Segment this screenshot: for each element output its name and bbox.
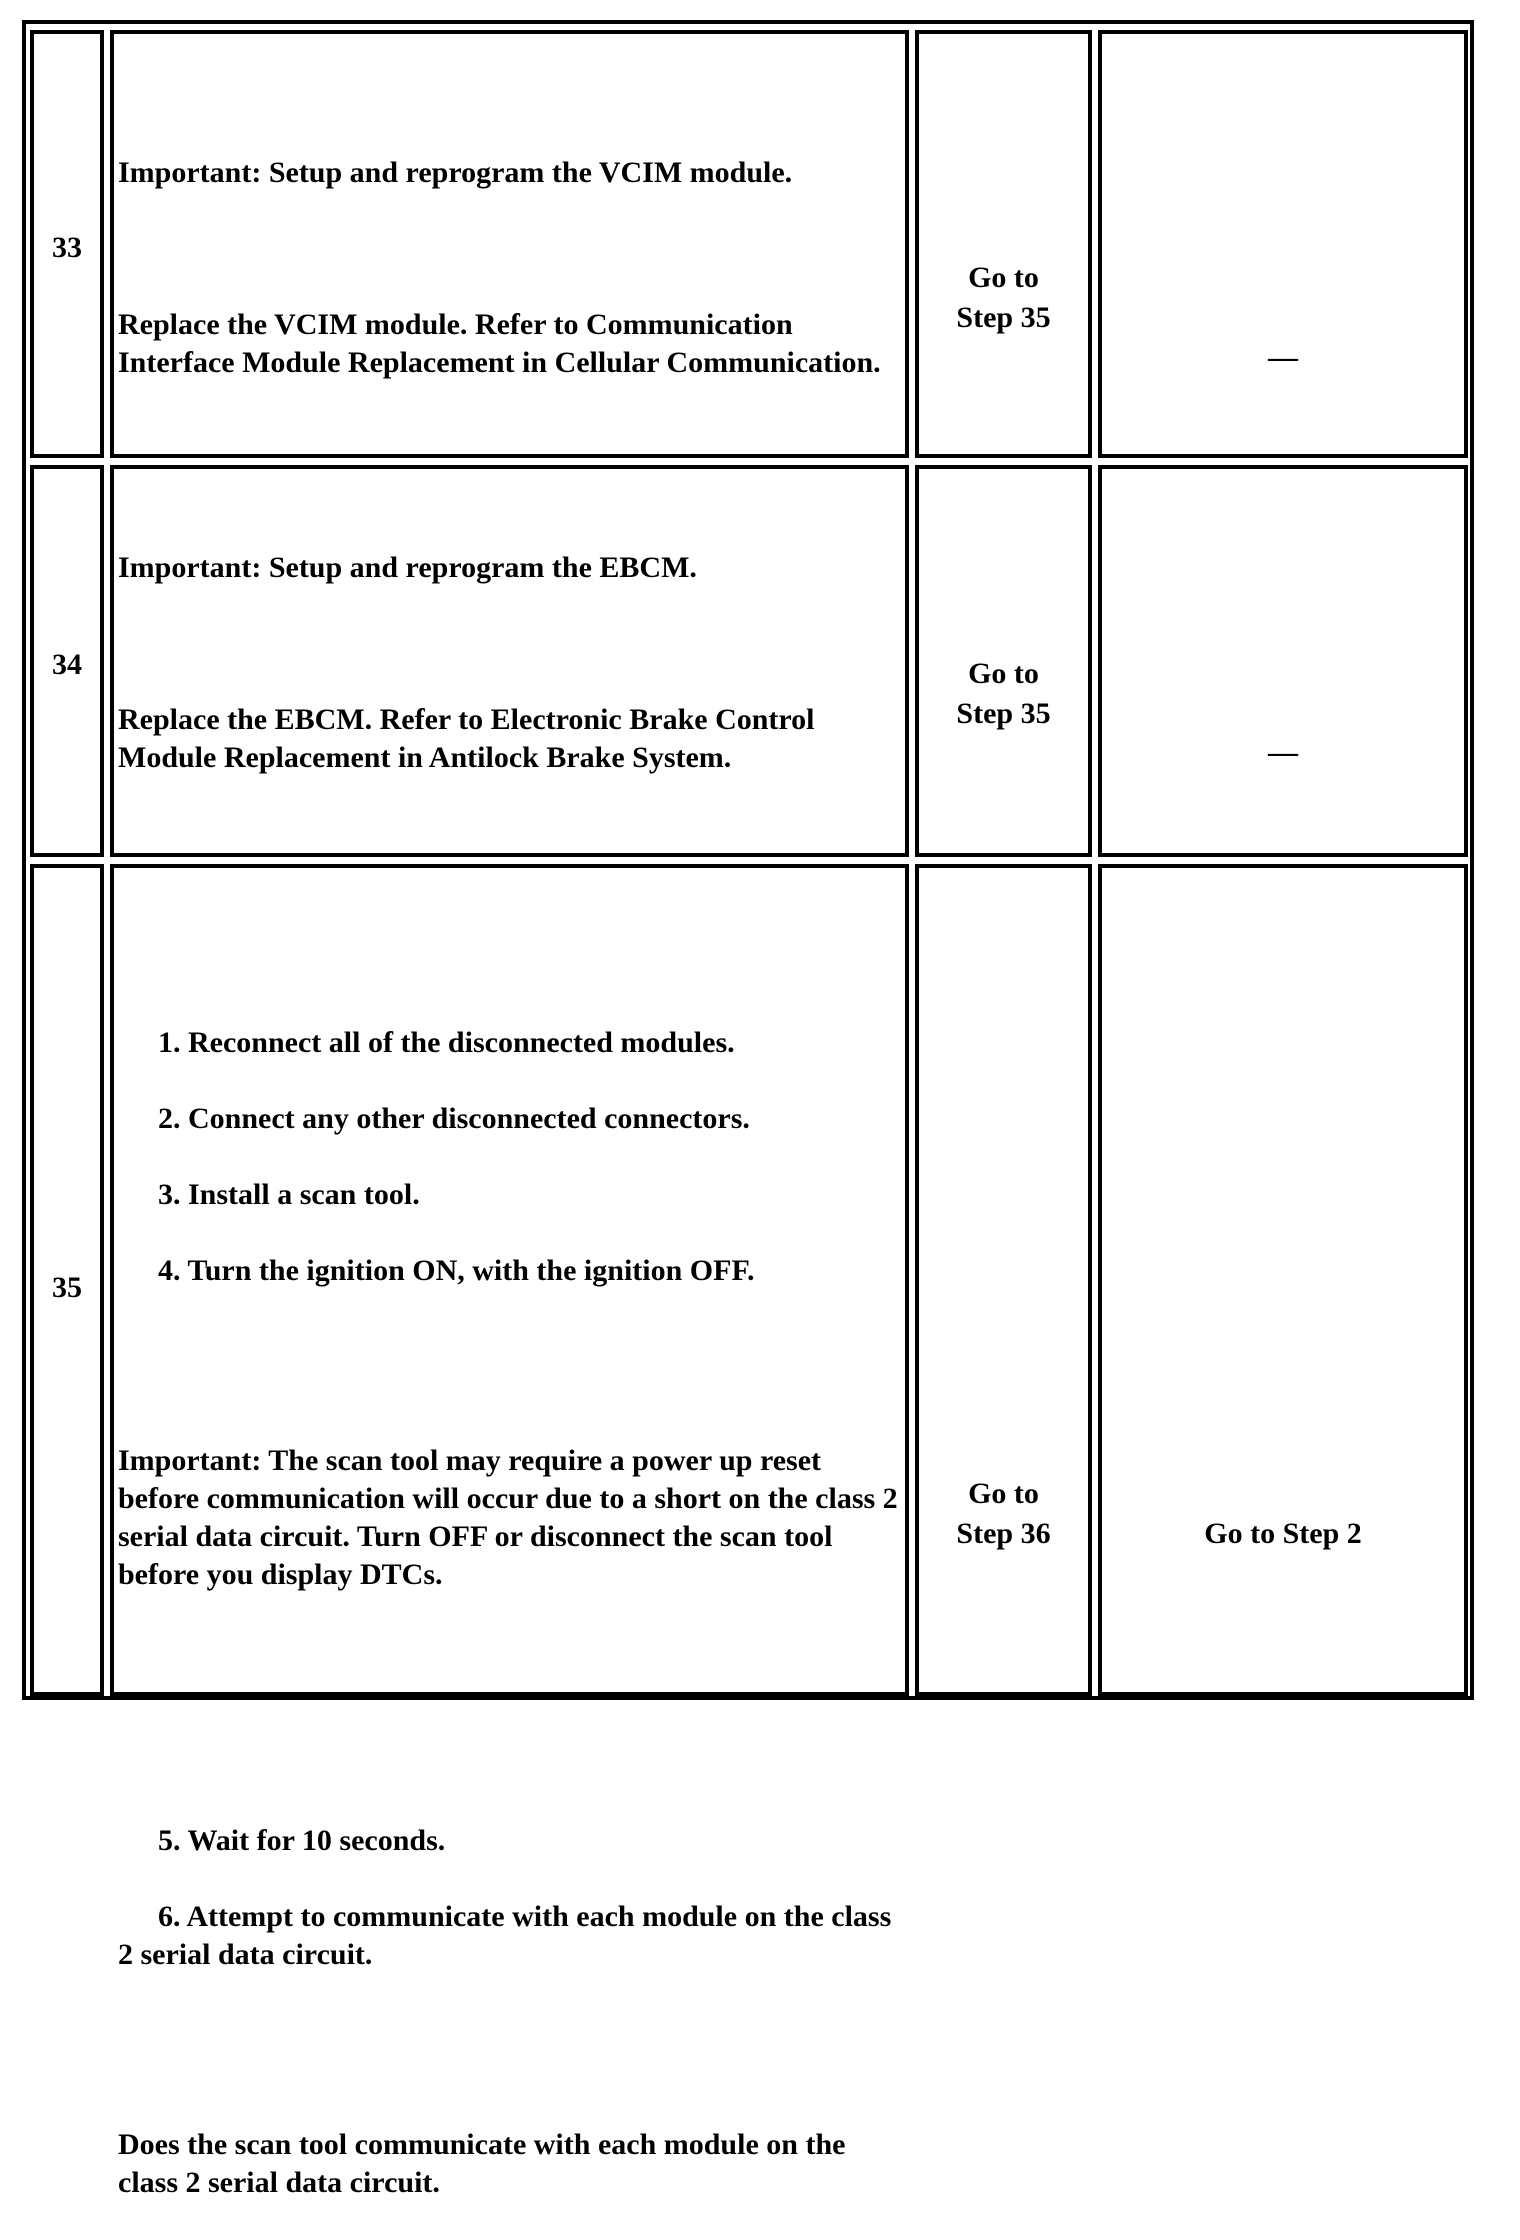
question-text: Does the scan tool communicate with each module on the class 2 serial data circuit. [118,2128,846,2199]
action-cell-35 [110,864,909,2199]
action-cell-34 [110,465,909,857]
no-cell-35 [1098,864,1468,1696]
list-item: 6. Attempt to communicate with each module on the class 2 serial data circuit. [118,1900,892,1971]
list-item: 5. Wait for 10 seconds. [158,1824,446,1857]
action-cell-33 [110,30,909,458]
yes-cell-33 [915,30,1092,458]
no-result: Go to Step 2 [1204,1517,1362,1550]
yes-cell-35 [915,864,1092,1696]
step-cell-34 [30,465,104,857]
no-result: — [1268,736,1298,769]
important-note: Important: The scan tool may require a power up reset before communication will occur due to a short on the class 2 serial data circuit. Turn OFF or disconnect the scan tool before you display DTCs. [118,1444,898,1591]
step-cell-33 [30,30,104,458]
yes-cell-34 [915,465,1092,857]
step-cell-35 [30,864,104,1696]
instruction-list [118,986,905,1328]
step-number: 33 [52,231,82,264]
no-cell-34 [1098,465,1468,857]
instruction-list [118,1784,905,2012]
list-item: 4. Turn the ignition ON, with the ignition OFF. [158,1254,755,1287]
step-number: 34 [52,648,82,681]
list-item: 2. Connect any other disconnected connectors. [158,1102,750,1135]
yes-result: Go to Step 35 [956,657,1051,730]
yes-result: Go to Step 36 [956,1477,1051,1550]
important-note: Important: Setup and reprogram the EBCM. [118,551,697,584]
step-number: 35 [52,1271,82,1304]
list-item: 1. Reconnect all of the disconnected modules. [158,1026,735,1059]
important-note: Important: Setup and reprogram the VCIM module. [118,156,793,189]
action-text: Replace the EBCM. Refer to Electronic Brake Control Module Replacement in Antilock Brake System. [118,703,815,774]
list-item: 3. Install a scan tool. [158,1178,420,1211]
action-content [118,948,905,2240]
action-text: Replace the VCIM module. Refer to Communication Interface Module Replacement in Cellular Communication. [118,308,881,379]
no-cell-33 [1098,30,1468,458]
yes-result: Go to Step 35 [956,261,1051,334]
no-result: — [1268,341,1298,374]
